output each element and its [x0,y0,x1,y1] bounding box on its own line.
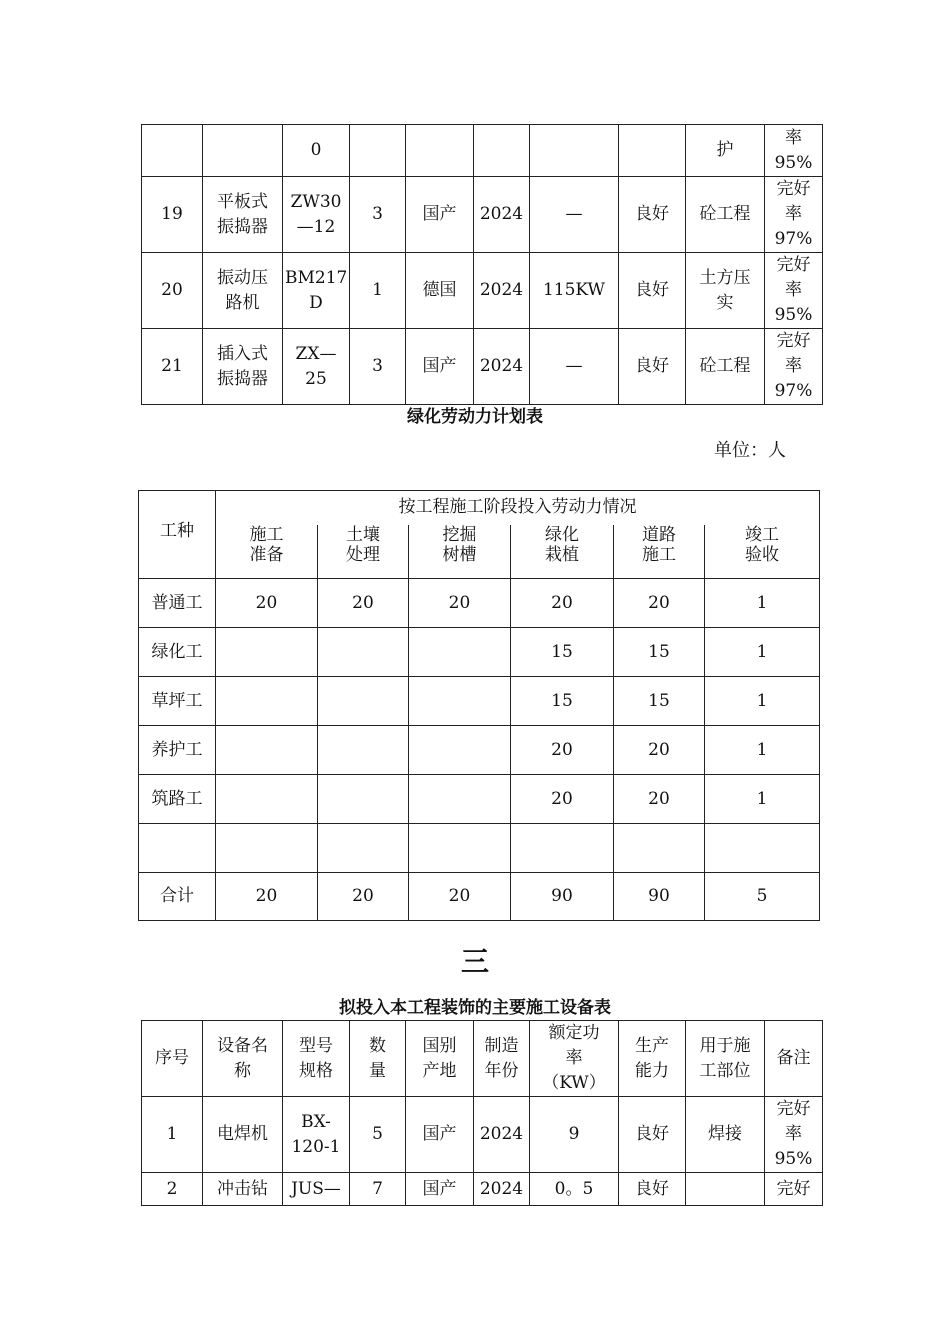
table-cell: 焊接 [686,1097,765,1173]
table-cell: 平板式 振捣器 [203,177,283,253]
stage-header: 竣工 验收 [705,525,820,579]
table-cell [530,125,619,177]
labor-row-header: 工种 [139,491,216,579]
table-cell: 5 [705,873,820,921]
table-row [139,726,820,775]
table-cell: 0。5 [530,1173,619,1206]
table-cell: 20 [216,873,318,921]
table-row [139,677,820,726]
table-cell: 19 [142,177,203,253]
table-cell: — [530,329,619,405]
table-row [139,824,820,873]
table-cell: 7 [350,1173,406,1206]
table-cell: 20 [614,775,705,824]
table-cell: 国产 [406,1173,474,1206]
table-cell: 砼工程 [686,329,765,405]
table-row [142,329,823,405]
labor-group-header: 按工程施工阶段投入劳动力情况 [216,491,820,525]
table-cell: 草坪工 [139,677,216,726]
table-row [142,253,823,329]
table-cell: 2 [142,1173,203,1206]
table-cell: 1 [705,628,820,677]
column-header: 备注 [765,1021,823,1097]
table-cell: 0 [283,125,350,177]
table-cell [318,628,409,677]
table-cell: 20 [318,579,409,628]
equipment-table-title: 拟投入本工程装饰的主要施工设备表 [339,998,611,1018]
table-cell: 20 [142,253,203,329]
equipment-table-top [141,124,823,405]
table-cell: 90 [511,873,614,921]
table-cell: 国产 [406,177,474,253]
table-row [142,1173,823,1206]
table-cell: 筑路工 [139,775,216,824]
table-cell: 良好 [619,253,686,329]
table-cell: 完好 率 95% [765,253,823,329]
table-cell [409,824,511,873]
table-cell: 完好 [765,1173,823,1206]
table-cell [216,677,318,726]
table-cell [216,775,318,824]
column-header: 设备名 称 [203,1021,283,1097]
column-header: 型号 规格 [283,1021,350,1097]
table-cell: 15 [614,628,705,677]
column-header: 数 量 [350,1021,406,1097]
table-cell: 合计 [139,873,216,921]
table-cell: 9 [530,1097,619,1173]
table-cell [142,125,203,177]
table-cell: 1 [705,677,820,726]
table-cell [619,125,686,177]
table-cell: 振动压 路机 [203,253,283,329]
column-header: 制造 年份 [474,1021,530,1097]
table-cell: 20 [409,873,511,921]
table-cell: 20 [614,726,705,775]
table-row [142,1097,823,1173]
table-cell: 电焊机 [203,1097,283,1173]
table-cell: 插入式 振捣器 [203,329,283,405]
table-cell [318,677,409,726]
table-row [139,775,820,824]
table-cell: 良好 [619,1097,686,1173]
table-cell: 115KW [530,253,619,329]
stage-header: 施工 准备 [216,525,318,579]
table-cell: 20 [216,579,318,628]
table-cell [139,824,216,873]
table-cell: 砼工程 [686,177,765,253]
table-cell: 冲击钻 [203,1173,283,1206]
column-header: 序号 [142,1021,203,1097]
table-cell: 20 [614,579,705,628]
table-cell [318,824,409,873]
table-cell: 2024 [474,1097,530,1173]
table-cell: 养护工 [139,726,216,775]
table-cell [686,1173,765,1206]
column-header: 国别 产地 [406,1021,474,1097]
column-header: 生产 能力 [619,1021,686,1097]
table-cell: 3 [350,329,406,405]
table-cell [511,824,614,873]
table-cell: 90 [614,873,705,921]
table-cell: 普通工 [139,579,216,628]
table-cell: 土方压 实 [686,253,765,329]
table-cell: 完好 率 95% [765,1097,823,1173]
table-cell: 20 [511,726,614,775]
table-cell [216,628,318,677]
table-cell: 21 [142,329,203,405]
table-cell: BM217 D [283,253,350,329]
table-cell: JUS— [283,1173,350,1206]
table-header-row [142,1021,823,1097]
table-cell [318,775,409,824]
table-cell: 15 [511,677,614,726]
table-cell: 1 [705,726,820,775]
table-cell: 率 95% [765,125,823,177]
table-cell: 20 [318,873,409,921]
table-cell: 15 [614,677,705,726]
table-row [139,579,820,628]
table-cell: 1 [705,579,820,628]
table-row [139,628,820,677]
stage-header: 土壤 处理 [318,525,409,579]
table-cell: 20 [511,579,614,628]
table-cell: ZX— 25 [283,329,350,405]
table-cell: 2024 [474,253,530,329]
table-cell: 国产 [406,329,474,405]
labor-plan-unit: 单位：人 [714,440,786,461]
table-row [139,873,820,921]
table-cell: 2024 [474,177,530,253]
table-cell [318,726,409,775]
table-cell: 完好 率 97% [765,177,823,253]
stage-header: 绿化 栽植 [511,525,614,579]
table-cell [350,125,406,177]
table-cell [406,125,474,177]
table-cell [216,824,318,873]
table-cell: 1 [142,1097,203,1173]
equipment-table-bottom [141,1020,823,1206]
table-cell: 3 [350,177,406,253]
table-cell [409,775,511,824]
table-cell [614,824,705,873]
table-cell: 2024 [474,1173,530,1206]
labor-plan-title: 绿化劳动力计划表 [407,407,543,427]
table-cell: 20 [511,775,614,824]
column-header: 用于施 工部位 [686,1021,765,1097]
table-cell [409,677,511,726]
column-header: 额定功 率 （KW） [530,1021,619,1097]
table-cell: 20 [409,579,511,628]
table-row [142,125,823,177]
table-cell: 护 [686,125,765,177]
stage-header: 挖掘 树槽 [409,525,511,579]
table-cell: ZW30 —12 [283,177,350,253]
section-number: 三 [460,945,489,978]
table-cell: 德国 [406,253,474,329]
table-cell: 5 [350,1097,406,1173]
table-cell: 良好 [619,329,686,405]
table-cell [216,726,318,775]
table-cell: 2024 [474,329,530,405]
table-cell: 15 [511,628,614,677]
table-cell: BX- 120-1 [283,1097,350,1173]
table-cell: 良好 [619,1173,686,1206]
table-cell: 1 [705,775,820,824]
stage-header: 道路 施工 [614,525,705,579]
labor-plan-table [138,490,820,921]
table-cell: 国产 [406,1097,474,1173]
table-cell [203,125,283,177]
table-cell: — [530,177,619,253]
table-cell [409,726,511,775]
table-cell [705,824,820,873]
table-cell [474,125,530,177]
table-cell [409,628,511,677]
table-cell: 完好 率 97% [765,329,823,405]
table-cell: 良好 [619,177,686,253]
table-row [142,177,823,253]
table-cell: 绿化工 [139,628,216,677]
table-cell: 1 [350,253,406,329]
